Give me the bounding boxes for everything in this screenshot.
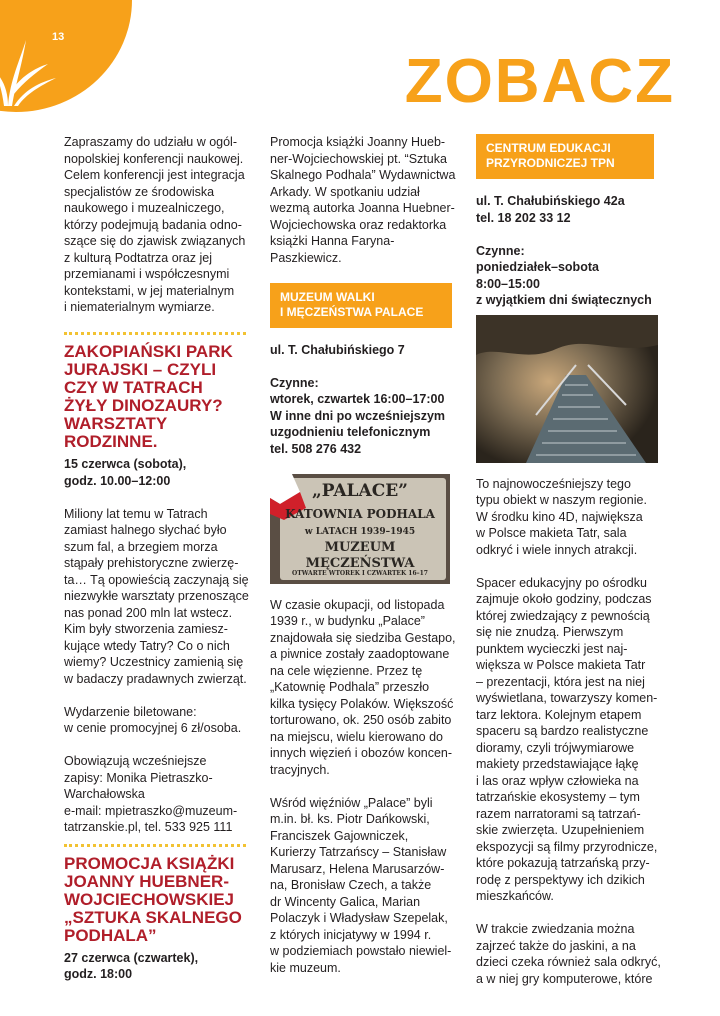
book-promotion-text: Promocja książki Joanny Hueb- ner-Wojciechowskiej pt. “Sztuka Skalnego Podhala” Wydawnictwa Arkady. W spotkaniu udział wezmą autorka Joanna Huebner- Wojciechowska oraz redaktorka książki Hanna Faryna- Paszkiewicz. xyxy=(270,135,456,265)
dotted-divider xyxy=(64,844,246,847)
museum-address: ul. T. Chałubińskiego 7 xyxy=(270,342,405,357)
sign-line-4: MUZEUM MĘCZEŃSTWA xyxy=(305,539,415,571)
museum-prisoners: Wśród więźniów „Palace” byli m.in. bł. ks. Piotr Dańkowski, Franciszek Gajowniczek, Kurierzy Tatrzańscy – Stanisław Marusarz, Helena Marusarzów- na, Bronisław Czech, a także dr Wincenty Galica, Marian Polaczyk i Władysław Szepelak, z których inicjatywy w 1994 r. w podziemiach powstało niewiel- kie muzeum. xyxy=(270,795,452,975)
sign-line-3: w LATACH 1939–1945 xyxy=(304,526,416,537)
center-hours: Czynne: poniedziałek–sobota 8:00–15:00 z wyjątkiem dni świątecznych xyxy=(476,243,652,307)
event-description: Miliony lat temu w Tatrach zamiast halnego słychać było szum fal, a brzegiem morza stąpały prehistoryczne zwierzę- ta… Tą opowieścią zaczynają się niezwykłe warsztaty przenoszące nas ponad 200 mln lat wstecz. Kim były stworzenia zamiesz- kujące wtedy Tatry? Co o nich wiemy? Uczestnicy zamienią się w badaczy pradawnych zwierząt. xyxy=(64,506,249,686)
grass-leaf-icon xyxy=(0,20,60,108)
center-address: ul. T. Chałubińskiego 42a tel. 18 202 33 12 xyxy=(476,194,625,225)
palace-sign-photo xyxy=(270,474,450,584)
section-heading-jurassic-park: ZAKOPIAŃSKI PARK JURAJSKI – CZYLI CZY W TATRACH ŻYŁY DINOZAURY? WARSZTATY RODZINNE. xyxy=(64,342,233,451)
registration-contact: Obowiązują wcześniejsze zapisy: Monika Pietraszko- Warchałowska e-mail: mpietraszko@muzeum- tatrzanskie.pl, tel. 533 925 111 xyxy=(64,754,238,834)
dotted-divider xyxy=(64,332,246,335)
center-intro: To najnowocześniejszy tego typu obiekt w naszym regionie. W środku kino 4D, największa w Polsce makieta Tatr, sala odkryć i wiele innych atrakcji. xyxy=(476,476,647,557)
event-date: 15 czerwca (sobota), godz. 10.00–12:00 xyxy=(64,457,187,488)
page-number: 13 xyxy=(52,31,65,43)
cave-walkway-photo xyxy=(476,315,658,463)
conference-intro: Zapraszamy do udziału w ogól- nopolskiej konferencji naukowej. Celem konferencji jest integracja specjalistów ze środowiska naukowego i muzealniczego, którzy podejmują badania odno- szące się do zjawisk związanych z kulturą Podtatrza oraz jej przemianami i współczesnymi kontekstami, w jej materialnym i niematerialnym wymiarze. xyxy=(64,135,246,314)
museum-palace-box: MUZEUM WALKI I MĘCZEŃSTWA PALACE xyxy=(270,283,452,328)
page-title: ZOBACZ xyxy=(404,47,675,116)
section-heading-book-promotion: PROMOCJA KSIĄŻKI JOANNY HUEBNER- WOJCIECHOWSKIEJ „SZTUKA SKALNEGO PODHALA” xyxy=(64,853,242,945)
center-cave-info: W trakcie zwiedzania można zajrzeć także do jaskini, a na dzieci czeka również sala odkryć, a w niej gry komputerowe, które xyxy=(476,922,661,986)
sign-line-1: „PALACE” xyxy=(312,480,408,501)
museum-hours: Czynne: wtorek, czwartek 16:00–17:00 W inne dni po wcześniejszym uzgodnieniu telefonicznym tel. 508 276 432 xyxy=(270,375,446,456)
event-date: 27 czerwca (czwartek), godz. 18:00 xyxy=(64,950,199,981)
education-center-box: CENTRUM EDUKACJI PRZYRODNICZEJ TPN xyxy=(476,134,654,179)
museum-history: W czasie okupacji, od listopada 1939 r., w budynku „Palace” znajdowała się siedziba Gestapo, a piwnice zostały zaadoptowane na cele więzienne. Przez tę „Katownię Podhala” przeszło kilka tysięcy Polaków. Większość torturowano, ok. 250 osób zabito na miejscu, wielu kierowano do innych więzień i obozów koncen- tracyjnych. xyxy=(270,597,456,777)
ticket-info: Wydarzenie biletowane: w cenie promocyjnej 6 zł/osoba. xyxy=(64,704,242,735)
cave-image xyxy=(476,315,658,463)
center-walk-description: Spacer edukacyjny po ośrodku zajmuje około godziny, podczas której zwiedzający z pewnością się nie znudzą. Pierwszym punktem wycieczki jest naj- większa w Polsce makieta Tatr – prezentacji, która jest na niej wyświetlana, towarzyszy komen- tarz lektora. Kolejnym etapem spaceru są bardzo realistyczne dioramy, czyli trójwymiarowe makiety przedstawiające łąkę i las oraz wpływ człowieka na tatrzańskie ekosystemy – tym razem narratorami są tatrzań- skie zwierzęta. Uzupełnieniem ekspozycji są filmy przyrodnicze, które pokazują tatrzańską przy- rodę z perspektywy ich dzikich mieszkańców. xyxy=(476,575,658,903)
column-1 xyxy=(64,134,254,999)
column-3 xyxy=(476,134,661,1004)
column-2 xyxy=(270,134,460,993)
sign-line-5: OTWARTE WTOREK I CZWARTEK 16–17 xyxy=(292,569,428,577)
sign-line-2: KATOWNIA PODHALA xyxy=(285,506,435,521)
